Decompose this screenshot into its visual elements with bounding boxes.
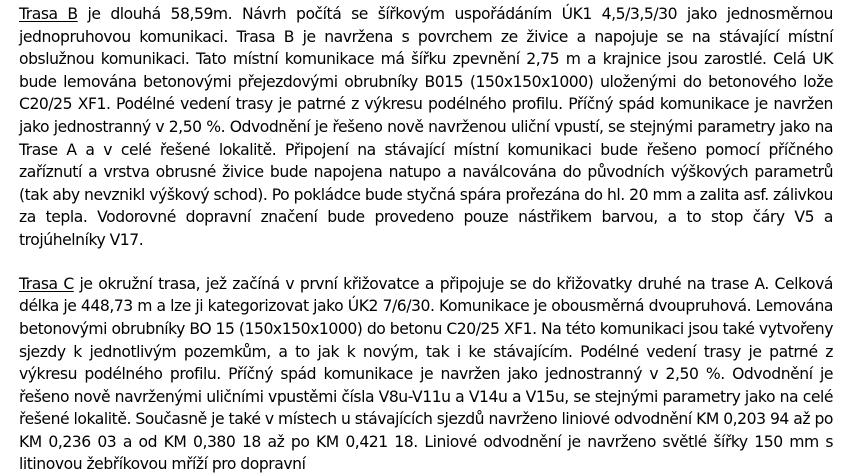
trasa-b-heading: Trasa B <box>19 5 78 23</box>
trasa-c-text: je okružní trasa, jež začíná v první křižovatce a připojuje se do křižovatky druhé na trase A. Celková délka je 448,73 m a lze ji kategorizovat jako ÚK2 7/6/30. Komunikace je obousměrná dvoupruhová. Lemována betonovými obrubníky BO 15 (150x150x1000) do betonu C20/25 XF1. Na této komunikaci jsou také vytvořeny sjezdy k jednotlivým pozemkům, a to jak k novým, tak i ke stávajícím. Podélné vedení trasy je patrné z výkresu podélného profilu. Příčný spád komunikace je navržen jako jednostranný v 2,50 %. Odvodnění je řešeno nově navrženými uličními vpustěmi čísla V8u-V11u a V14u a V15u, se stejnými parametry jako na celé řešené lokalitě. Současně je také v místech u stávajících sjezdů navrženo liniové odvodnění KM 0,203 94 až po KM 0,236 03 a od KM 0,380 18 až po KM 0,421 18. Liniové odvodnění je navrženo světlé šířky 150 mm s litinovou žebříkovou mříží pro dopravní <box>19 274 834 474</box>
paragraph-trasa-b <box>19 3 833 252</box>
trasa-c-heading: Trasa C <box>19 274 74 293</box>
trasa-b-text: je dlouhá 58,59m. Návrh počítá se šířkovým uspořádáním ÚK1 4,5/3,5/30 jako jednosměrnou jednopruhovou komunikaci. Trasa B je navržena s povrchem ze živice a napojuje se na stávající místní obslužnou komunikaci. Tato místní komunikace má šířku zpevnění 2,75 m a krajnice jsou zarostlé. Celá UK bude lemována betonovými přejezdovými obrubníky B015 (150x150x1000) uloženými do betonového lože C20/25 XF1. Podélné vedení trasy je patrné z výkresu podélného profilu. Příčný spád komunikace je navržen jako jednostranný v 2,50 %. Odvodnění je řešeno nově navrženou uliční vpustí, se stejnými parametry jako na Trase A a v celé řešené lokalitě. Připojení na stávající místní komunikaci bude řešeno pomocí příčného zaříznutí a vrstva obrusné živice bude napojena natupo a naválcována do původních výškových parametrů (tak aby nevznikl výškový schod). Po pokládce bude styčná spára prořezána do hl. 20 mm a zalita asf. zálivkou za tepla. Vodorovné dopravní značení bude provedeno pouze nástřikem barvou, a to stop čáry V5 a trojúhelníky V17. <box>19 5 833 249</box>
paragraph-trasa-c <box>19 273 833 476</box>
